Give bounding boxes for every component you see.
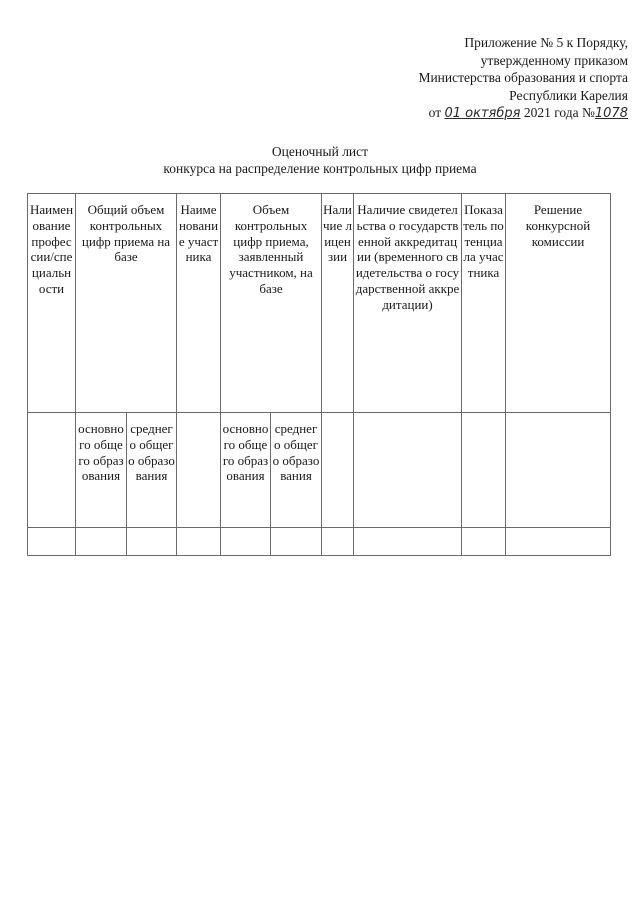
header-line-2: утвержденному приказом (480, 52, 628, 68)
date-year: 2021 года № (523, 105, 595, 120)
header-line-3: Министерства образования и спорта (418, 70, 628, 85)
empty-cell (322, 413, 354, 528)
subheader-secondary-general: среднего общего образования (271, 413, 322, 528)
document-title (0, 143, 640, 177)
empty-cell (462, 528, 506, 556)
empty-cell (354, 528, 462, 556)
title-line-1: Оценочный лист (271, 144, 369, 159)
handwritten-date: 01 октября (444, 106, 521, 121)
header-cell-decision: Решение конкурсной комиссии (506, 194, 611, 413)
empty-cell (354, 413, 462, 528)
empty-cell (271, 528, 322, 556)
empty-cell (506, 413, 611, 528)
title-line-2: конкурса на распределение контрольных цифр приема (163, 161, 477, 176)
header-line-1: Приложение № 5 к Порядку, (464, 35, 628, 50)
subheader-row (28, 413, 611, 528)
header-cell-license: Наличие лицензии (322, 194, 354, 413)
subheader-basic-general: основного общего образования (76, 413, 127, 528)
header-cell-total-volume: Общий объем контрольных цифр приема на базе (76, 194, 177, 413)
empty-cell (76, 528, 127, 556)
empty-cell (28, 413, 76, 528)
empty-cell (506, 528, 611, 556)
empty-cell (28, 528, 76, 556)
subheader-basic-general: основного общего образования (221, 413, 271, 528)
empty-cell (177, 413, 221, 528)
empty-cell (127, 528, 177, 556)
empty-cell (322, 528, 354, 556)
empty-cell (221, 528, 271, 556)
header-cell-accreditation: Наличие свидетельства о государственной аккредитации (временного свидетельства о государственной аккредитации) (354, 194, 462, 413)
header-row (28, 194, 611, 413)
subheader-secondary-general: среднего общего образования (127, 413, 177, 528)
handwritten-order-number: 1078 (594, 106, 628, 121)
table-row (28, 528, 611, 556)
header-cell-declared-volume: Объем контрольных цифр приема, заявленный участником, на базе (221, 194, 322, 413)
header-cell-profession: Наименование профессии/специальности (28, 194, 76, 413)
order-date-line (298, 104, 628, 123)
date-prefix: от (428, 105, 442, 120)
header-cell-participant-name: Наименование участника (177, 194, 221, 413)
empty-cell (462, 413, 506, 528)
header-cell-potential: Показатель потенциала участника (462, 194, 506, 413)
evaluation-table (27, 193, 611, 556)
empty-cell (177, 528, 221, 556)
header-line-4: Республики Карелия (509, 87, 628, 103)
approval-header (298, 34, 628, 123)
